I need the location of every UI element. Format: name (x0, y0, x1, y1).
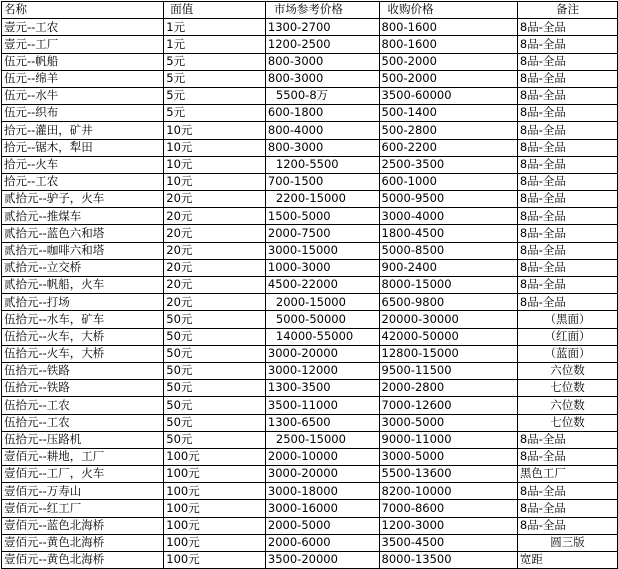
cell-remarks: 8品-全品 (517, 36, 617, 53)
cell-remarks: 8品-全品 (517, 122, 617, 139)
cell-face-value: 100元 (164, 448, 266, 465)
cell-remarks: 8品-全品 (517, 87, 617, 104)
cell-purchase-price: 42000-50000 (379, 328, 517, 345)
cell-face-value: 50元 (164, 397, 266, 414)
cell-market-price: 3000-16000 (265, 500, 379, 517)
cell-face-value: 50元 (164, 380, 266, 397)
cell-market-price: 800-4000 (265, 122, 379, 139)
cell-purchase-price: 500-2000 (379, 70, 517, 87)
table-row (2, 466, 618, 483)
cell-face-value: 20元 (164, 191, 266, 208)
cell-face-value: 100元 (164, 534, 266, 551)
cell-purchase-price: 5500-13600 (379, 466, 517, 483)
cell-market-price: 700-1500 (265, 173, 379, 190)
cell-remarks: 黑色工厂 (517, 466, 617, 483)
cell-face-value: 10元 (164, 139, 266, 156)
cell-face-value: 5元 (164, 53, 266, 70)
cell-remarks: 8品-全品 (517, 242, 617, 259)
cell-name: 伍元--绵羊 (2, 70, 164, 87)
cell-remarks: 六位数 (517, 397, 617, 414)
cell-name: 贰拾元--立交桥 (2, 259, 164, 276)
cell-face-value: 100元 (164, 466, 266, 483)
cell-market-price: 1300-2700 (265, 19, 379, 36)
cell-remarks: 8品-全品 (517, 259, 617, 276)
cell-market-price: 2000-6000 (265, 534, 379, 551)
cell-name: 贰拾元--帆船，火车 (2, 277, 164, 294)
cell-face-value: 50元 (164, 362, 266, 379)
cell-remarks: 8品-全品 (517, 294, 617, 311)
cell-face-value: 50元 (164, 345, 266, 362)
cell-name: 伍拾元--压路机 (2, 431, 164, 448)
cell-market-price: 800-3000 (265, 53, 379, 70)
table-row (2, 87, 618, 104)
cell-market-price: 4500-22000 (265, 277, 379, 294)
cell-remarks: 8品-全品 (517, 483, 617, 500)
header-purchase-price: 收购价格 (379, 2, 517, 19)
table-row (2, 380, 618, 397)
cell-purchase-price: 5000-8500 (379, 242, 517, 259)
cell-face-value: 5元 (164, 87, 266, 104)
cell-face-value: 5元 (164, 70, 266, 87)
cell-face-value: 100元 (164, 517, 266, 534)
cell-purchase-price: 3000-5000 (379, 448, 517, 465)
cell-purchase-price: 8000-13500 (379, 552, 517, 569)
cell-face-value: 10元 (164, 122, 266, 139)
cell-purchase-price: 3000-5000 (379, 414, 517, 431)
header-market-price: 市场参考价格 (265, 2, 379, 19)
cell-purchase-price: 7000-8600 (379, 500, 517, 517)
cell-face-value: 20元 (164, 294, 266, 311)
cell-face-value: 20元 (164, 277, 266, 294)
cell-name: 壹元--工厂 (2, 36, 164, 53)
cell-market-price: 1300-6500 (265, 414, 379, 431)
cell-remarks: 8品-全品 (517, 53, 617, 70)
cell-face-value: 50元 (164, 431, 266, 448)
cell-market-price: 2000-10000 (265, 448, 379, 465)
cell-market-price: 2000-5000 (265, 517, 379, 534)
cell-face-value: 50元 (164, 311, 266, 328)
table-row (2, 156, 618, 173)
cell-name: 壹佰元--工厂，火车 (2, 466, 164, 483)
cell-face-value: 20元 (164, 208, 266, 225)
cell-market-price: 5000-50000 (265, 311, 379, 328)
cell-name: 贰拾元--蓝色六和塔 (2, 225, 164, 242)
cell-market-price: 3000-18000 (265, 483, 379, 500)
cell-name: 壹佰元--红工厂 (2, 500, 164, 517)
cell-name: 贰拾元--打场 (2, 294, 164, 311)
cell-purchase-price: 500-2000 (379, 53, 517, 70)
cell-purchase-price: 8200-10000 (379, 483, 517, 500)
table-body (2, 2, 618, 569)
cell-name: 壹元--工农 (2, 19, 164, 36)
cell-market-price: 1300-3500 (265, 380, 379, 397)
table-row (2, 311, 618, 328)
cell-market-price: 5500-8万 (265, 87, 379, 104)
cell-purchase-price: 900-2400 (379, 259, 517, 276)
cell-purchase-price: 2000-2800 (379, 380, 517, 397)
table-row (2, 208, 618, 225)
cell-face-value: 100元 (164, 483, 266, 500)
cell-remarks: 8品-全品 (517, 105, 617, 122)
cell-remarks: 8品-全品 (517, 173, 617, 190)
cell-name: 拾元--火车 (2, 156, 164, 173)
cell-name: 拾元--工农 (2, 173, 164, 190)
cell-purchase-price: 9500-11500 (379, 362, 517, 379)
header-face-value: 面值 (164, 2, 266, 19)
cell-purchase-price: 1200-3000 (379, 517, 517, 534)
cell-face-value: 1元 (164, 36, 266, 53)
cell-face-value: 100元 (164, 552, 266, 569)
cell-market-price: 3000-20000 (265, 466, 379, 483)
table-row (2, 70, 618, 87)
cell-market-price: 3000-12000 (265, 362, 379, 379)
cell-purchase-price: 1800-4500 (379, 225, 517, 242)
cell-remarks: 8品-全品 (517, 70, 617, 87)
table-row (2, 483, 618, 500)
cell-name: 伍元--织布 (2, 105, 164, 122)
cell-market-price: 2200-15000 (265, 191, 379, 208)
cell-name: 拾元--灌田，矿井 (2, 122, 164, 139)
cell-market-price: 800-3000 (265, 139, 379, 156)
table-row (2, 36, 618, 53)
table-row (2, 397, 618, 414)
header-row (2, 2, 618, 19)
cell-name: 伍元--帆船 (2, 53, 164, 70)
cell-purchase-price: 20000-30000 (379, 311, 517, 328)
cell-remarks: 8品-全品 (517, 156, 617, 173)
cell-face-value: 50元 (164, 414, 266, 431)
cell-name: 伍拾元--火车，大桥 (2, 345, 164, 362)
cell-market-price: 14000-55000 (265, 328, 379, 345)
cell-name: 伍元--水牛 (2, 87, 164, 104)
cell-name: 贰拾元--咖啡六和塔 (2, 242, 164, 259)
cell-purchase-price: 6500-9800 (379, 294, 517, 311)
cell-market-price: 1000-3000 (265, 259, 379, 276)
header-name: 名称 (2, 2, 164, 19)
cell-name: 拾元--锯木，犁田 (2, 139, 164, 156)
cell-market-price: 1200-5500 (265, 156, 379, 173)
cell-name: 壹佰元--蓝色北海桥 (2, 517, 164, 534)
table-row (2, 225, 618, 242)
cell-purchase-price: 12800-15000 (379, 345, 517, 362)
cell-name: 壹佰元--黄色北海桥 (2, 552, 164, 569)
table-row (2, 173, 618, 190)
table-row (2, 534, 618, 551)
cell-face-value: 50元 (164, 328, 266, 345)
cell-remarks: 8品-全品 (517, 500, 617, 517)
cell-purchase-price: 800-1600 (379, 36, 517, 53)
table-row (2, 122, 618, 139)
cell-name: 伍拾元--铁路 (2, 362, 164, 379)
cell-remarks: （红面） (517, 328, 617, 345)
cell-market-price: 3000-20000 (265, 345, 379, 362)
header-remarks: 备注 (517, 2, 617, 19)
cell-purchase-price: 3000-4000 (379, 208, 517, 225)
cell-name: 贰拾元--推煤车 (2, 208, 164, 225)
cell-purchase-price: 7000-12600 (379, 397, 517, 414)
cell-market-price: 3500-20000 (265, 552, 379, 569)
cell-purchase-price: 9000-11000 (379, 431, 517, 448)
table-row (2, 277, 618, 294)
cell-remarks: 六位数 (517, 362, 617, 379)
table-row (2, 105, 618, 122)
cell-remarks: 8品-全品 (517, 431, 617, 448)
cell-market-price: 600-1800 (265, 105, 379, 122)
cell-market-price: 2000-7500 (265, 225, 379, 242)
table-row (2, 362, 618, 379)
cell-purchase-price: 500-2800 (379, 122, 517, 139)
cell-face-value: 10元 (164, 156, 266, 173)
cell-remarks: （蓝面） (517, 345, 617, 362)
cell-purchase-price: 500-1400 (379, 105, 517, 122)
cell-name: 伍拾元--工农 (2, 414, 164, 431)
cell-name: 伍拾元--工农 (2, 397, 164, 414)
table-row (2, 53, 618, 70)
cell-name: 壹佰元--万寿山 (2, 483, 164, 500)
cell-remarks: 8品-全品 (517, 19, 617, 36)
cell-market-price: 2000-15000 (265, 294, 379, 311)
cell-purchase-price: 600-1000 (379, 173, 517, 190)
cell-remarks: （黑面） (517, 311, 617, 328)
cell-remarks: 七位数 (517, 414, 617, 431)
cell-remarks: 圆三版 (517, 534, 617, 551)
cell-market-price: 800-3000 (265, 70, 379, 87)
cell-market-price: 2500-15000 (265, 431, 379, 448)
table-row (2, 19, 618, 36)
cell-remarks: 8品-全品 (517, 277, 617, 294)
cell-market-price: 1500-5000 (265, 208, 379, 225)
cell-remarks: 七位数 (517, 380, 617, 397)
cell-remarks: 8品-全品 (517, 225, 617, 242)
table-row (2, 328, 618, 345)
cell-face-value: 10元 (164, 173, 266, 190)
cell-name: 伍拾元--火车，大桥 (2, 328, 164, 345)
cell-face-value: 5元 (164, 105, 266, 122)
cell-name: 伍拾元--铁路 (2, 380, 164, 397)
table-row (2, 345, 618, 362)
table-row (2, 517, 618, 534)
table-row (2, 414, 618, 431)
cell-remarks: 8品-全品 (517, 448, 617, 465)
cell-remarks: 8品-全品 (517, 191, 617, 208)
table-row (2, 139, 618, 156)
cell-purchase-price: 600-2200 (379, 139, 517, 156)
cell-purchase-price: 800-1600 (379, 19, 517, 36)
cell-purchase-price: 5000-9500 (379, 191, 517, 208)
cell-purchase-price: 3500-60000 (379, 87, 517, 104)
cell-market-price: 1200-2500 (265, 36, 379, 53)
table-row (2, 191, 618, 208)
table-row (2, 448, 618, 465)
banknote-price-table (1, 1, 618, 569)
table-row (2, 500, 618, 517)
cell-market-price: 3500-11000 (265, 397, 379, 414)
table-row (2, 552, 618, 569)
cell-face-value: 20元 (164, 259, 266, 276)
table-row (2, 259, 618, 276)
cell-purchase-price: 3500-4500 (379, 534, 517, 551)
cell-face-value: 20元 (164, 225, 266, 242)
cell-face-value: 1元 (164, 19, 266, 36)
cell-purchase-price: 8000-15000 (379, 277, 517, 294)
cell-face-value: 20元 (164, 242, 266, 259)
table-row (2, 242, 618, 259)
cell-name: 壹佰元--黄色北海桥 (2, 534, 164, 551)
cell-name: 贰拾元--驴子，火车 (2, 191, 164, 208)
cell-market-price: 3000-15000 (265, 242, 379, 259)
cell-remarks: 8品-全品 (517, 139, 617, 156)
cell-remarks: 8品-全品 (517, 208, 617, 225)
cell-name: 壹佰元--耕地，工厂 (2, 448, 164, 465)
cell-remarks: 8品-全品 (517, 517, 617, 534)
cell-face-value: 100元 (164, 500, 266, 517)
table-row (2, 431, 618, 448)
cell-remarks: 宽距 (517, 552, 617, 569)
table-row (2, 294, 618, 311)
cell-purchase-price: 2500-3500 (379, 156, 517, 173)
cell-name: 伍拾元--水车，矿车 (2, 311, 164, 328)
